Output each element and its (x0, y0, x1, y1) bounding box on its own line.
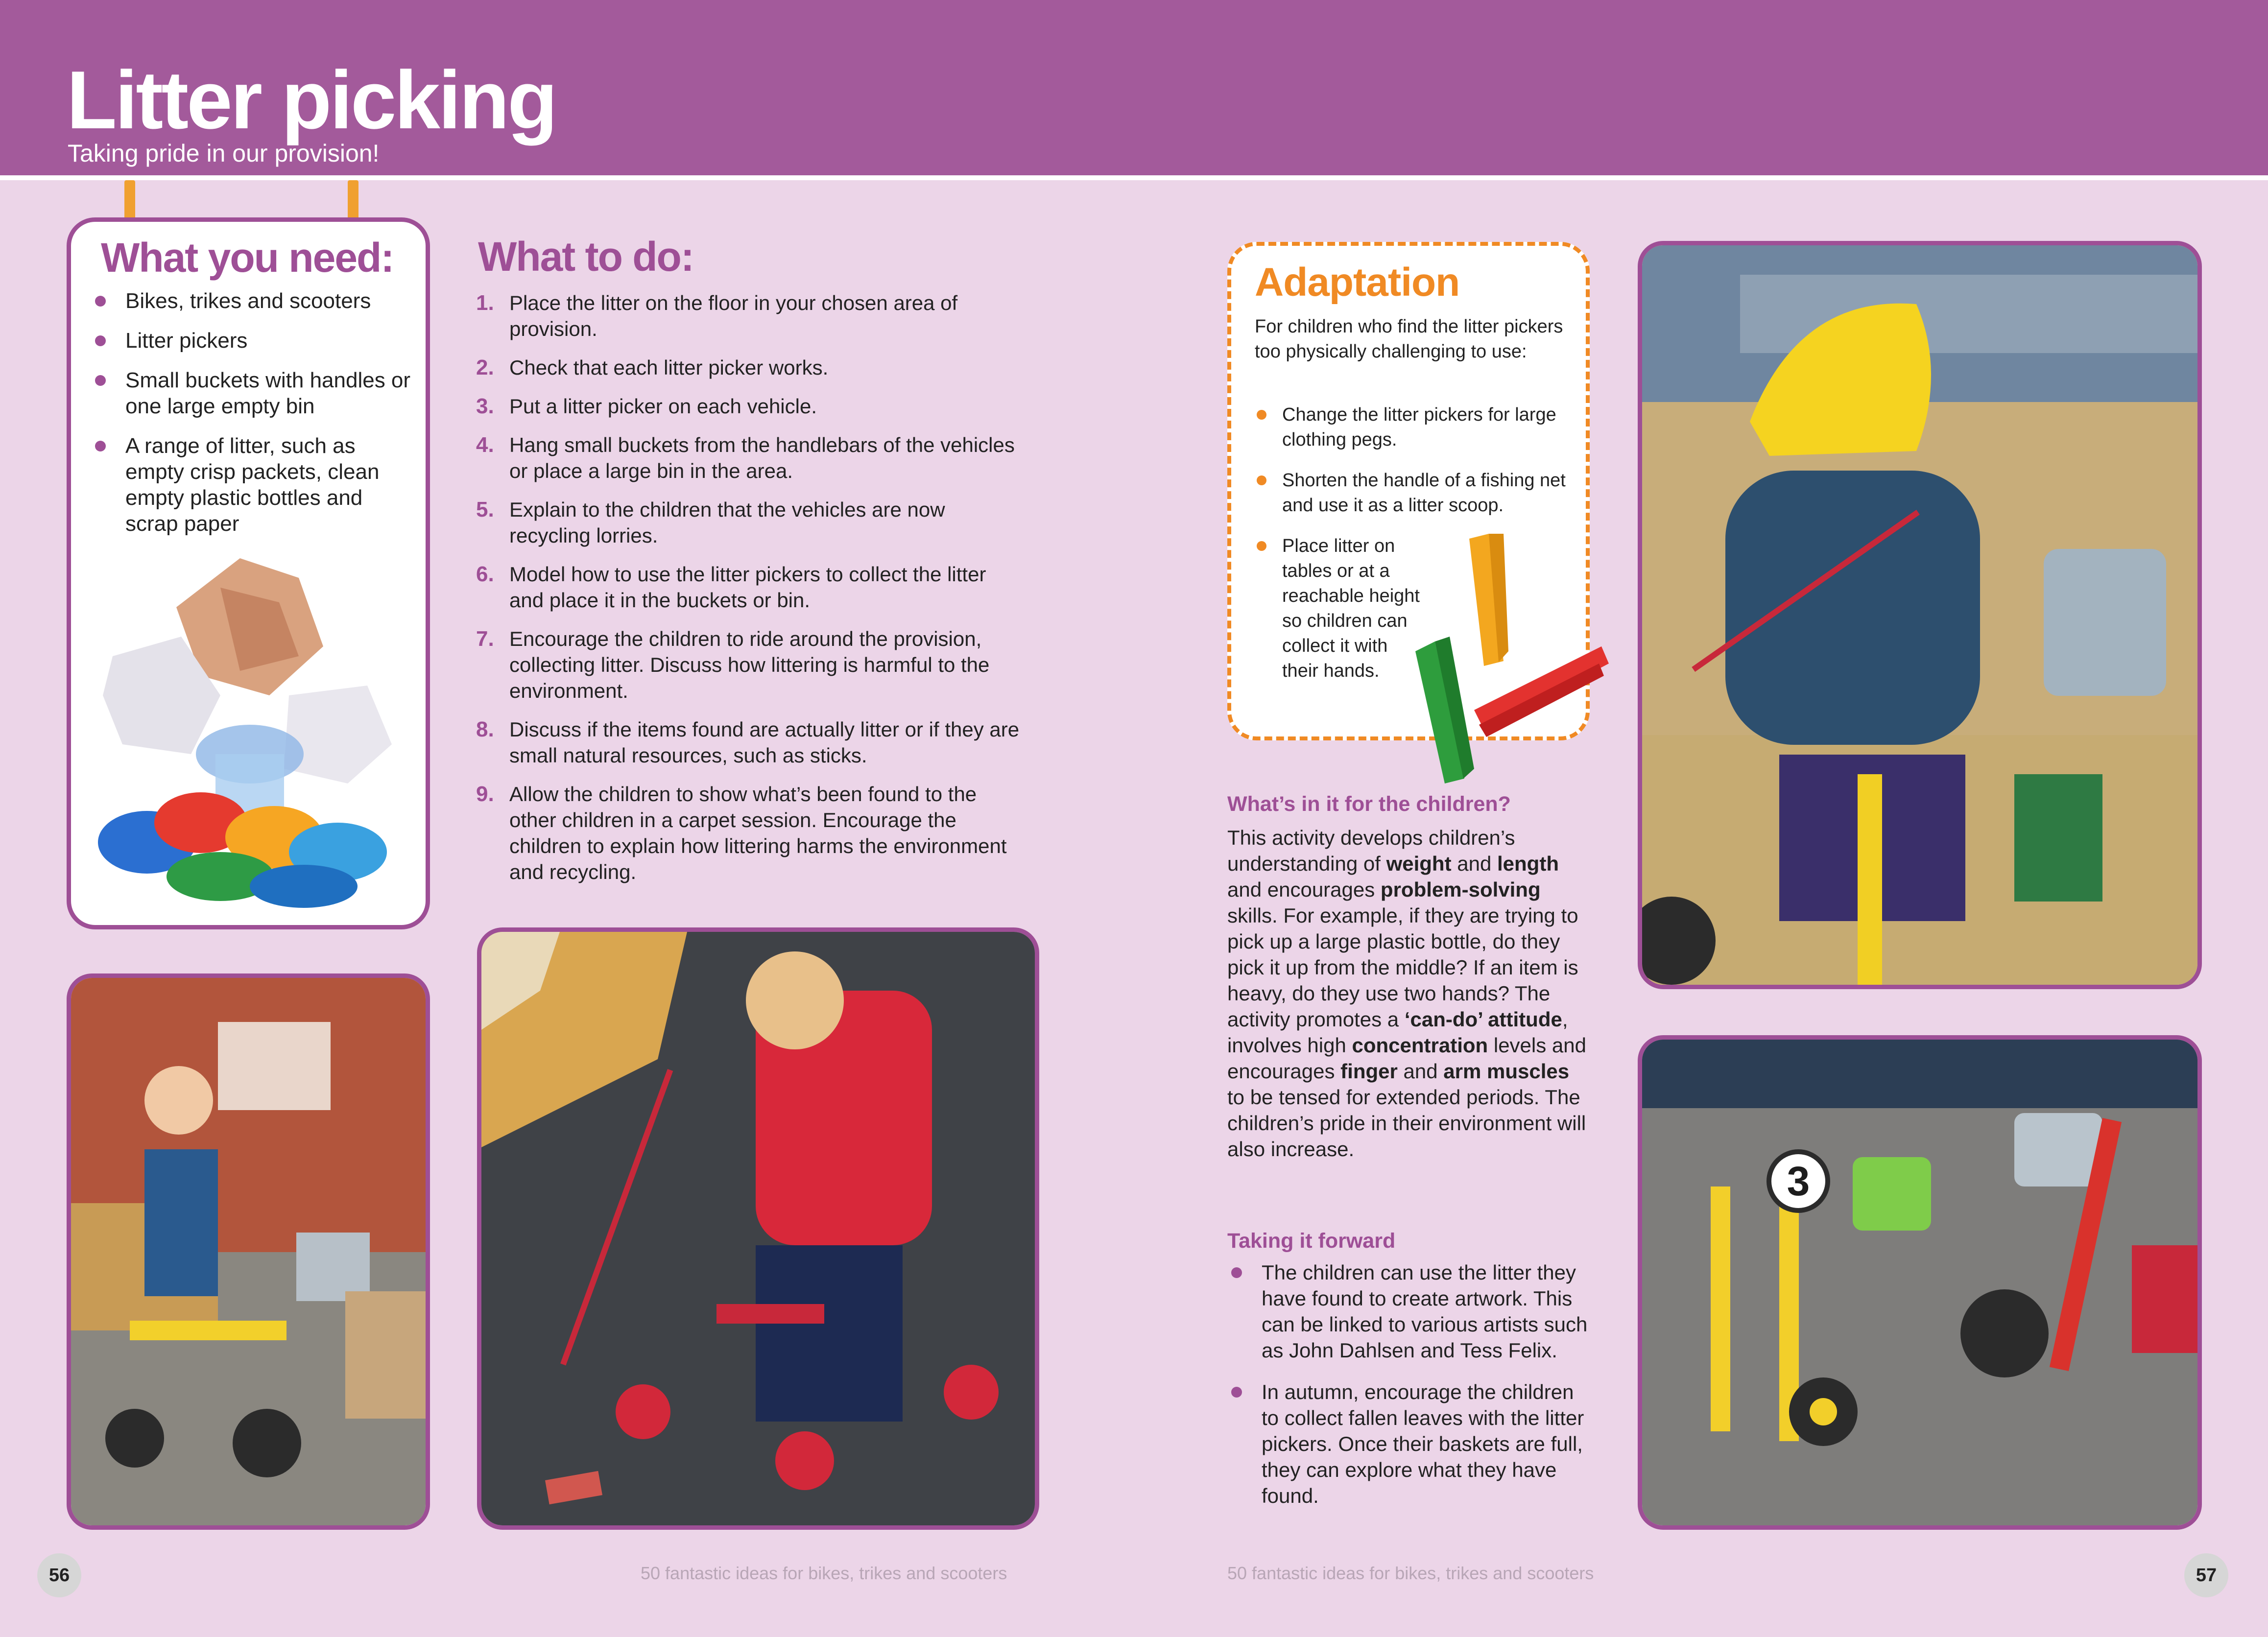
body-text: This activity develops children’s understanding of (1227, 826, 1515, 875)
step-number: 5. (476, 498, 494, 522)
trike-number-badge: 3 (1767, 1149, 1830, 1213)
header-divider (0, 175, 2268, 180)
photo-trikes-with-buckets (1638, 1035, 2202, 1530)
step-text: Encourage the children to ride around the provision, collecting litter. Discuss how littering is harmful to the environment. (509, 627, 990, 702)
keyword: problem-solving (1380, 878, 1541, 901)
step-number: 3. (476, 394, 494, 418)
adaptation-title: Adaptation (1255, 260, 1460, 305)
step-number: 8. (476, 717, 494, 741)
page-title: Litter picking (67, 54, 556, 146)
keyword: weight (1386, 852, 1452, 875)
step-item (476, 497, 1020, 548)
step-text: Hang small buckets from the handlebars of the vehicles or place a large bin in the area. (509, 433, 1015, 482)
what-to-do-steps (476, 290, 1020, 898)
step-item (476, 716, 1020, 768)
list-item: Shorten the handle of a fishing net and use it as a litter scoop. (1255, 468, 1568, 518)
step-item (476, 432, 1020, 484)
clothing-pegs-illustration (1406, 534, 1611, 788)
step-item (476, 626, 1020, 704)
step-text: Place the litter on the floor in your chosen area of provision. (509, 291, 958, 340)
whats-in-it-body (1227, 825, 1590, 1162)
list-item: In autumn, encourage the children to collect fallen leaves with the litter pickers. Once their baskets are full, they can explore what they have found. (1227, 1379, 1590, 1509)
footer-book-title-right: 50 fantastic ideas for bikes, trikes and scooters (1227, 1563, 1594, 1583)
bottle-caps-shape (98, 792, 387, 908)
page-subtitle: Taking pride in our provision! (68, 140, 380, 167)
what-to-do-title: What to do: (478, 234, 693, 280)
list-item: Place litter on tables or at a reachable height so children can collect it with their hands. (1255, 534, 1424, 684)
keyword: arm muscles (1443, 1060, 1570, 1083)
green-peg-shape (1415, 637, 1474, 783)
taking-it-forward-list (1227, 1259, 1590, 1524)
whats-in-it-heading: What’s in it for the children? (1227, 792, 1511, 816)
step-text: Check that each litter picker works. (509, 356, 829, 379)
step-item (476, 290, 1020, 342)
body-text: and (1397, 1060, 1444, 1083)
photo-child-yellow-helmet (1638, 241, 2202, 989)
step-item (476, 561, 1020, 613)
step-text: Allow the children to show what’s been found to the other children in a carpet session. Encourage the children to explain how littering harms the environment and recycling. (509, 783, 1007, 883)
step-number: 9. (476, 782, 494, 806)
body-text: , involves high (1227, 1008, 1568, 1057)
step-number: 1. (476, 291, 494, 315)
keyword: concentration (1352, 1034, 1488, 1057)
step-text: Explain to the children that the vehicles are now recycling lorries. (509, 498, 945, 547)
page-number-left: 56 (37, 1553, 81, 1597)
list-item: Small buckets with handles or one large empty bin (93, 367, 411, 419)
body-text: levels and encourages (1227, 1034, 1586, 1083)
step-text: Model how to use the litter pickers to collect the litter and place it in the buckets or bin. (509, 563, 986, 612)
body-text: to be tensed for extended periods. The children’s pride in their environment will also increase. (1227, 1086, 1586, 1161)
what-you-need-list (93, 288, 411, 550)
photo-child-red-trike (477, 927, 1039, 1530)
page-number-right: 57 (2184, 1553, 2228, 1597)
orange-peg-shape (1469, 534, 1508, 666)
adaptation-intro: For children who find the litter pickers too physically challenging to use: (1255, 316, 1563, 362)
photo-illustration (481, 932, 1035, 1525)
litter-illustration (93, 548, 406, 911)
step-number: 2. (476, 356, 494, 380)
photo-illustration (71, 978, 426, 1525)
step-item (476, 393, 1020, 419)
box-hanger (124, 180, 135, 219)
body-text: and (1451, 852, 1497, 875)
body-text: and encourages (1227, 878, 1381, 901)
list-item: A range of litter, such as empty crisp packets, clean empty plastic bottles and scrap paper (93, 433, 411, 537)
step-item (476, 355, 1020, 380)
taking-it-forward-heading: Taking it forward (1227, 1229, 1396, 1253)
keyword: length (1497, 852, 1559, 875)
photo-illustration (1642, 1040, 2197, 1525)
photo-illustration (1642, 245, 2197, 985)
body-text: skills. For example, if they are trying to pick up a large plastic bottle, do they pick it up from the middle? If an item is heavy, do they use two hands? The activity promotes a (1227, 904, 1578, 1031)
keyword: finger (1340, 1060, 1398, 1083)
step-number: 4. (476, 433, 494, 457)
step-number: 7. (476, 627, 494, 651)
list-item: The children can use the litter they have found to create artwork. This can be linked to various artists such as John Dahlsen and Tess Felix. (1227, 1259, 1590, 1363)
step-number: 6. (476, 562, 494, 586)
footer-book-title-left: 50 fantastic ideas for bikes, trikes and scooters (641, 1563, 1007, 1583)
step-item (476, 781, 1020, 885)
step-text: Put a litter picker on each vehicle. (509, 395, 817, 418)
photo-child-with-sign (67, 973, 430, 1530)
list-item: Litter pickers (93, 328, 411, 354)
keyword: ‘can-do’ attitude (1404, 1008, 1562, 1031)
list-item: Bikes, trikes and scooters (93, 288, 411, 314)
box-hanger (348, 180, 358, 219)
list-item: Change the litter pickers for large clothing pegs. (1255, 403, 1568, 452)
what-you-need-title: What you need: (101, 235, 394, 281)
step-text: Discuss if the items found are actually litter or if they are small natural resources, such as sticks. (509, 718, 1020, 767)
